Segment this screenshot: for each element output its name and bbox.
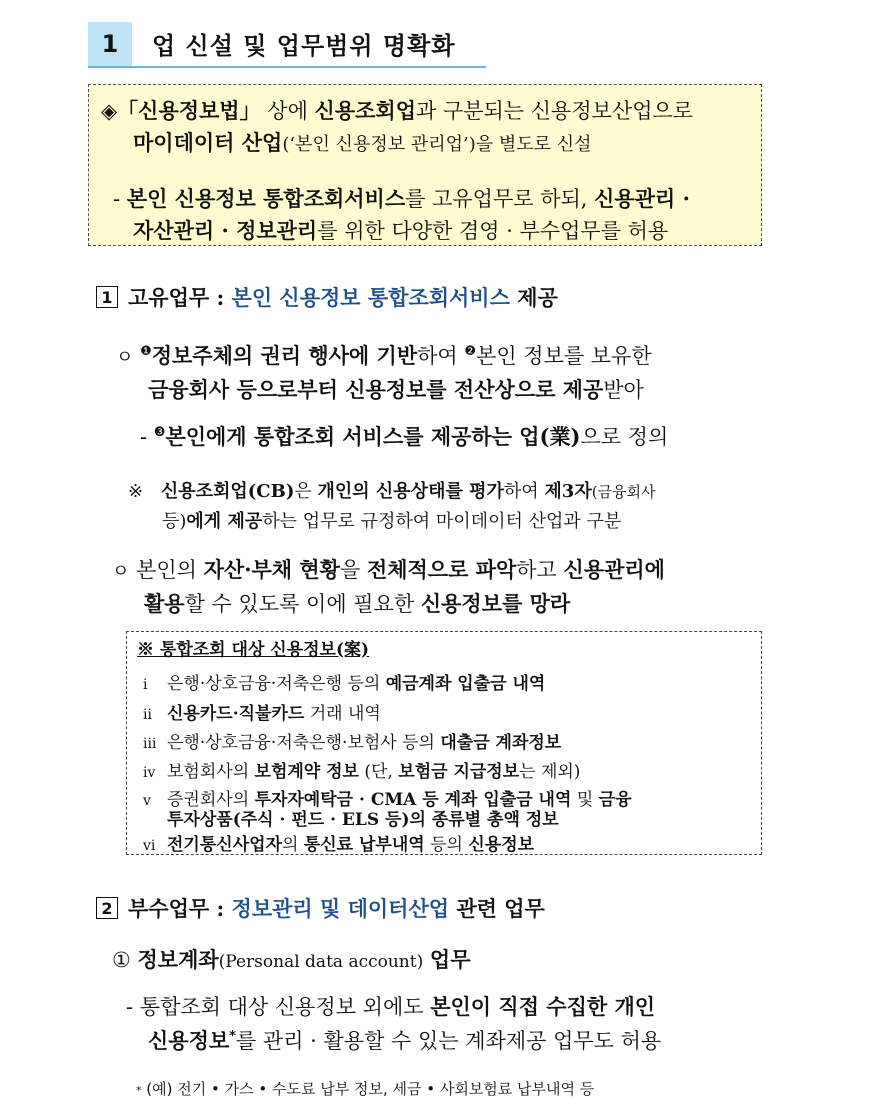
text: 증권회사의 bbox=[167, 790, 250, 810]
subheading-data-account bbox=[112, 944, 470, 974]
roman-numeral: ⅰ bbox=[143, 677, 148, 693]
text: 은행·상호금융·저축은행 등의 bbox=[167, 674, 381, 694]
text-bold: 활용 bbox=[144, 591, 185, 616]
text-bold: 자산관리 · 정보관리 bbox=[133, 218, 318, 243]
note-line1 bbox=[128, 477, 656, 503]
text-bold: 투자자예탁금 · CMA 등 계좌 입출금 내역 bbox=[254, 790, 572, 810]
text-bold: 신용관리 · bbox=[594, 186, 690, 211]
section-underline bbox=[88, 66, 486, 68]
text-bold: 금융회사 등으로부터 신용정보를 전산상으로 제공 bbox=[148, 377, 604, 402]
text-bold: 정보주체의 권리 행사에 기반 bbox=[151, 343, 418, 368]
text: 등의 bbox=[430, 835, 463, 855]
text-bold: 보험금 지급정보 bbox=[398, 762, 520, 782]
credit-info-list-box bbox=[126, 631, 762, 855]
text-bold: 본인이 직접 수집한 개인 bbox=[430, 994, 656, 1019]
list-item bbox=[143, 830, 534, 855]
roman-numeral: ⅱ bbox=[143, 707, 152, 723]
heading-label: 고유업무 : bbox=[128, 285, 225, 310]
heading-core-business bbox=[96, 282, 558, 312]
text-bold: 보험계약 정보 bbox=[254, 762, 359, 782]
text: 으로 정의 bbox=[580, 425, 669, 449]
text-bold: 개인의 신용상태를 평가 bbox=[317, 481, 504, 502]
text-bold: 제3자 bbox=[544, 481, 592, 502]
text-bold: 신용정보 bbox=[468, 835, 535, 855]
section-number: 1 bbox=[88, 22, 132, 68]
text-bold: 금융 bbox=[598, 790, 632, 810]
text: 및 bbox=[576, 790, 594, 810]
heading-highlight: 본인 신용정보 통합조회서비스 bbox=[231, 285, 510, 310]
sub1-line2 bbox=[148, 1025, 661, 1055]
text-bold: 신용조회업(CB) bbox=[160, 481, 295, 502]
num-3-icon: ❸ bbox=[153, 425, 166, 440]
text-bold: 본인에게 통합조회 서비스를 제공하는 업(業) bbox=[165, 424, 581, 449]
para2-line1 bbox=[112, 554, 665, 584]
summary-line-1 bbox=[101, 95, 693, 125]
text-bold: 본인 신용정보 통합조회서비스 bbox=[126, 186, 406, 211]
text-bold: 에게 제공 bbox=[186, 511, 263, 532]
text: 본인의 bbox=[136, 558, 197, 582]
summary-box bbox=[88, 84, 762, 246]
heading-number: 2 bbox=[96, 897, 118, 919]
text-bold: 신용정보 bbox=[148, 1028, 230, 1053]
text: 을 bbox=[339, 558, 361, 582]
list-title: ※ 통합조회 대상 신용정보(案) bbox=[137, 640, 370, 660]
circle-bullet-icon: ㅇ bbox=[116, 347, 134, 368]
footnote-star-icon: * bbox=[229, 1029, 236, 1044]
text-bold: 대출금 계좌정보 bbox=[440, 733, 562, 753]
text: (금융회사 bbox=[591, 483, 656, 501]
text: 를 관리 · 활용할 수 있는 계좌제공 업무도 허용 bbox=[235, 1029, 662, 1053]
dash: - bbox=[113, 187, 127, 211]
text-bold: 자산·부채 현황 bbox=[203, 557, 340, 582]
circle-bullet-icon: ㅇ bbox=[112, 561, 130, 582]
text: 등) bbox=[162, 511, 187, 532]
text: 할 수 있도록 이에 필요한 bbox=[184, 592, 415, 616]
text: (Personal data account) bbox=[218, 952, 424, 972]
para2-line2 bbox=[144, 588, 570, 618]
roman-numeral: ⅲ bbox=[143, 736, 157, 752]
text-bold: 신용정보를 망라 bbox=[420, 591, 571, 616]
text: 은행·상호금융·저축은행·보험사 등의 bbox=[167, 733, 435, 753]
text-bold: 전체적으로 파악 bbox=[366, 557, 517, 582]
text: 거래 내역 bbox=[309, 704, 381, 724]
sub1-line1 bbox=[126, 991, 655, 1021]
text: 통합조회 대상 신용정보 외에도 bbox=[139, 995, 424, 1019]
text: 하여 bbox=[417, 344, 458, 368]
text: 하고 bbox=[516, 558, 557, 582]
heading-ancillary-business bbox=[96, 893, 545, 923]
text-bold: 마이데이터 산업 bbox=[133, 130, 283, 155]
footnote-text: (예) 전기 • 가스 • 수도료 납부 정보, 세금 • 사회보험료 납부내역 등 bbox=[146, 1080, 595, 1098]
dash: - bbox=[140, 425, 148, 449]
heading-number: 1 bbox=[96, 286, 118, 308]
heading-label: 부수업무 : bbox=[128, 896, 225, 921]
reference-mark-icon: ※ bbox=[128, 481, 144, 502]
list-item-continued: 투자상품(주식 · 펀드 · ELS 등)의 종류별 총액 정보 bbox=[167, 810, 559, 830]
text-bold: 통신료 납부내역 bbox=[303, 835, 425, 855]
text: (‘본인 신용정보 관리업’)을 별도로 신설 bbox=[282, 134, 592, 155]
text: 본인 정보를 보유한 bbox=[476, 344, 652, 368]
roman-numeral: ⅴ bbox=[143, 793, 151, 809]
list-item bbox=[143, 669, 545, 694]
text-bold: 신용조회업 bbox=[314, 98, 416, 123]
text: 과 구분되는 신용정보산업으로 bbox=[415, 99, 694, 123]
diamond-bullet-icon: ◈ bbox=[101, 99, 118, 123]
para1-sub bbox=[140, 421, 668, 451]
num-1-icon: ❶ bbox=[140, 344, 152, 359]
heading-highlight: 정보관리 및 데이터산업 bbox=[231, 896, 450, 921]
text-bold: 신용관리에 bbox=[563, 557, 665, 582]
circled-one-icon: ① bbox=[112, 948, 131, 972]
list-item bbox=[143, 728, 561, 753]
section-title: 업 신설 및 업무범위 명확화 bbox=[152, 32, 456, 60]
list-item bbox=[143, 699, 381, 724]
list-item bbox=[143, 757, 580, 782]
text: 보험회사의 bbox=[167, 762, 250, 782]
text: 를 위한 다양한 겸영 · 부수업무를 허용 bbox=[317, 219, 669, 243]
text: 의 bbox=[281, 835, 299, 855]
text-bold: 업무 bbox=[429, 947, 471, 972]
para1-line2 bbox=[148, 374, 644, 404]
text: 상에 bbox=[267, 99, 308, 123]
summary-line-4 bbox=[133, 215, 668, 245]
note-line2 bbox=[162, 507, 621, 533]
text-bold: 정보계좌 bbox=[137, 947, 219, 972]
num-2-icon: ❷ bbox=[464, 344, 477, 359]
law-name: 「신용정보법」 bbox=[117, 98, 261, 123]
text: 받아 bbox=[603, 378, 644, 402]
text: 은 bbox=[294, 481, 312, 502]
heading-end: 관련 업무 bbox=[456, 896, 545, 921]
text: 하는 업무로 규정하여 마이데이터 산업과 구분 bbox=[262, 511, 622, 532]
text-bold: 예금계좌 입출금 내역 bbox=[385, 674, 546, 694]
text-bold: 신용카드·직불카드 bbox=[167, 704, 305, 724]
heading-end: 제공 bbox=[517, 285, 558, 310]
summary-line-2 bbox=[133, 127, 592, 157]
dash: - bbox=[126, 995, 134, 1019]
text-bold: 전기통신사업자 bbox=[167, 835, 282, 855]
summary-line-3 bbox=[113, 183, 690, 213]
roman-numeral: ⅳ bbox=[143, 765, 156, 781]
text: 하여 bbox=[503, 481, 539, 502]
footnote-star-icon: * bbox=[136, 1084, 142, 1097]
text: 를 고유업무로 하되, bbox=[405, 187, 588, 211]
text: 는 제외) bbox=[519, 762, 581, 782]
text: (단, bbox=[364, 762, 393, 782]
para1-line1 bbox=[116, 340, 652, 370]
footnote bbox=[136, 1078, 594, 1099]
roman-numeral: ⅵ bbox=[143, 838, 156, 854]
